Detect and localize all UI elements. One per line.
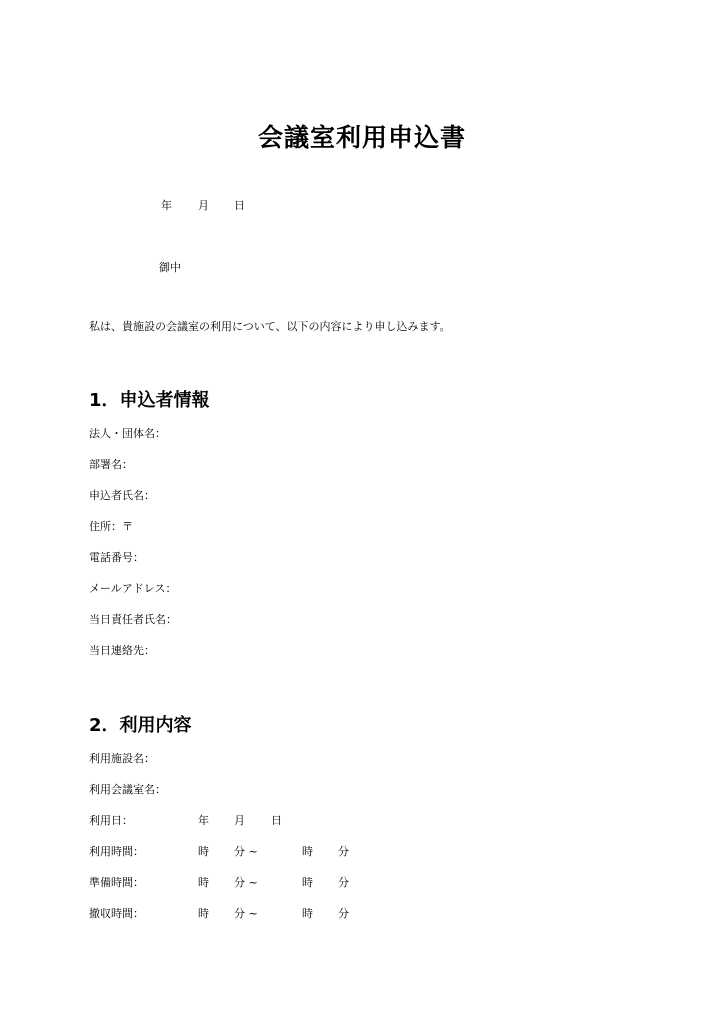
field-email: メールアドレス： xyxy=(89,582,177,595)
teardown-time-end-minute: 分 xyxy=(338,907,349,920)
prep-time-start-minute: 分 ~ xyxy=(234,876,258,889)
field-department: 部署名： xyxy=(89,458,133,471)
field-day-contact: 当日連絡先： xyxy=(89,644,155,657)
prep-time-start-hour: 時 xyxy=(198,876,209,889)
date-month-label: 月 xyxy=(198,199,209,212)
prep-time-end-hour: 時 xyxy=(302,876,313,889)
teardown-time-end-hour: 時 xyxy=(302,907,313,920)
field-address: 住所：〒 xyxy=(89,520,133,533)
section1-heading: 1．申込者情報 xyxy=(89,390,210,411)
usage-date-day: 日 xyxy=(271,814,282,827)
field-applicant-name: 申込者氏名： xyxy=(89,489,155,502)
usage-date-year: 年 xyxy=(198,814,209,827)
usage-time-start-hour: 時 xyxy=(198,845,209,858)
date-year-label: 年 xyxy=(161,199,172,212)
usage-date-month: 月 xyxy=(234,814,245,827)
field-room-name: 利用会議室名： xyxy=(89,783,166,796)
usage-time-label: 利用時間： xyxy=(89,845,144,858)
intro-text: 私は、貴施設の会議室の利用について、以下の内容により申し込みます。 xyxy=(89,320,451,333)
teardown-time-start-minute: 分 ~ xyxy=(234,907,258,920)
usage-time-end-hour: 時 xyxy=(302,845,313,858)
prep-time-end-minute: 分 xyxy=(338,876,349,889)
field-responsible-person: 当日責任者氏名： xyxy=(89,613,177,626)
field-organization-name: 法人・団体名： xyxy=(89,427,166,440)
usage-date-label: 利用日： xyxy=(89,814,133,827)
teardown-time-label: 撤収時間： xyxy=(89,907,144,920)
date-day-label: 日 xyxy=(234,199,245,212)
field-facility-name: 利用施設名： xyxy=(89,752,155,765)
addressee-suffix: 御中 xyxy=(159,261,181,274)
document-title: 会議室利用申込書 xyxy=(257,123,466,152)
usage-time-start-minute: 分 ~ xyxy=(234,845,258,858)
field-phone: 電話番号： xyxy=(89,551,144,564)
usage-time-end-minute: 分 xyxy=(338,845,349,858)
section2-heading: 2．利用内容 xyxy=(89,715,192,736)
prep-time-label: 準備時間： xyxy=(89,876,144,889)
teardown-time-start-hour: 時 xyxy=(198,907,209,920)
